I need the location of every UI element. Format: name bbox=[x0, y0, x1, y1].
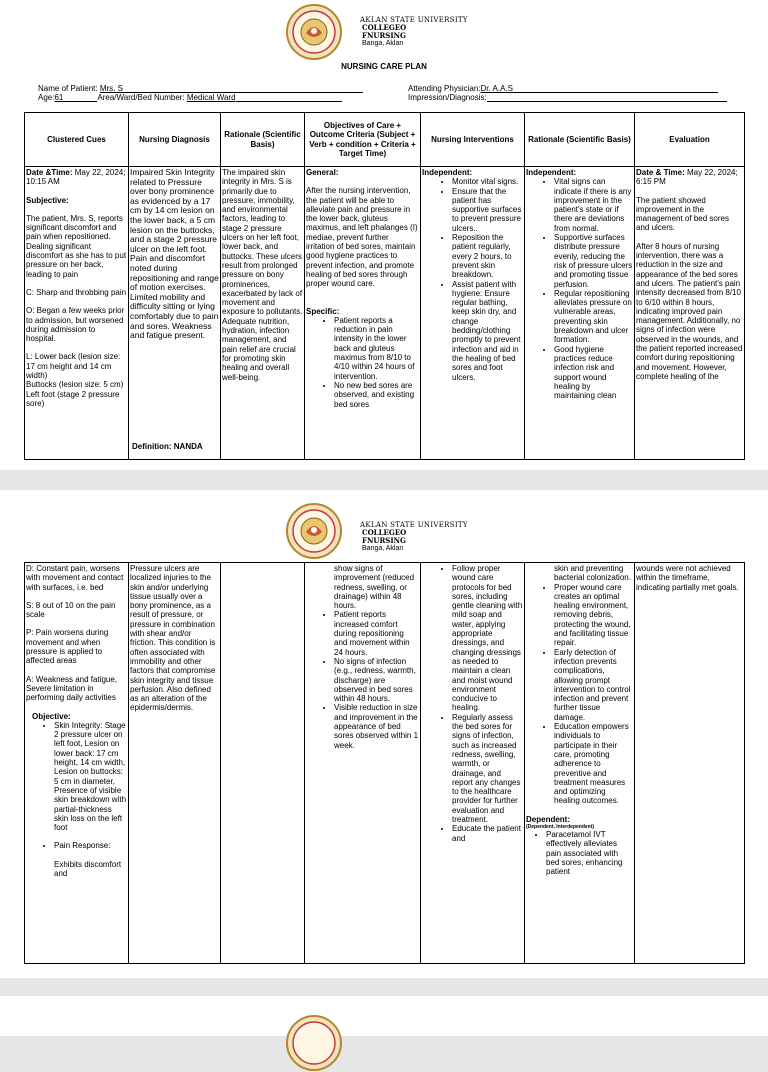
cue-s: S: 8 out of 10 on the pain scale bbox=[26, 600, 116, 620]
physician-label: Attending Physician: bbox=[408, 84, 481, 93]
table-row bbox=[25, 563, 745, 964]
rationale-continuation: skin and preventing bacterial colonization. bbox=[554, 564, 631, 583]
independent-label: Independent: bbox=[422, 168, 473, 177]
cue-d: D: Constant pain, worsens with movement and contact with surfaces, i.e. bed bbox=[26, 564, 124, 592]
evaluation-continuation: wounds were not achieved within the timeframe, indicating partially met goals. bbox=[636, 564, 739, 592]
interventions-list bbox=[422, 177, 523, 382]
objectives-cell bbox=[306, 564, 419, 962]
college-line-2: FNURSING bbox=[362, 536, 406, 545]
dependent-label: Dependent: bbox=[526, 814, 570, 824]
objective-label: Objective: bbox=[32, 711, 71, 721]
column-header-diagnosis: Nursing Diagnosis bbox=[129, 113, 221, 167]
evaluation-detail: After 8 hours of nursing intervention, there was a reduction in the size and appearance of the bed sores and ulcers. The patient's pain intensity decreased from 8/10 to 6/10 within 8 hours, indicating improved pain management. Additionally, no signs of infection were observed in the wounds, and the patient reported increased comfort during repositioning and movement. However, complete healing of the bbox=[636, 241, 743, 381]
document-page-3 bbox=[0, 996, 768, 1036]
age-value: 61 bbox=[54, 93, 64, 102]
objective-list bbox=[26, 721, 127, 833]
list-item: • Ensure that the patient has supportive surfaces to prevent pressure ulcers.. bbox=[452, 187, 523, 233]
document-page-1 bbox=[0, 0, 768, 470]
column-header-interventions: Nursing Interventions bbox=[421, 113, 525, 167]
list-item: • Skin Integrity: Stage 2 pressure ulcer on left foot, Lesion on lower back: 17 cm height, 14 cm width, Lesion on buttocks: 5 cm in diameter, Presence of visible skin breakdown with partial-thickness skin loss on the left foot bbox=[54, 721, 127, 833]
university-seal-icon bbox=[273, 1014, 355, 1072]
dependent-sublabel: (Dependent, Interdependent) bbox=[526, 824, 595, 831]
cue-a: A: Weakness and fatigue, Severe limitation in performing daily activities bbox=[26, 674, 118, 703]
list-item: • Vital signs can indicate if there is any improvement in the patient's state or if there are deviations from normal. bbox=[554, 177, 633, 233]
age-label: Age: bbox=[38, 93, 55, 102]
cues-cell bbox=[26, 564, 127, 962]
university-name: AKLAN STATE UNIVERSITY bbox=[360, 521, 468, 529]
table-row bbox=[25, 167, 745, 460]
list-item: • Reposition the patient regularly, every 2 hours, to prevent skin breakdown. bbox=[452, 233, 523, 279]
list-item: • No signs of infection (e.g., redness, warmth, discharge) are observed in bed sores within 48 hours. bbox=[334, 657, 419, 703]
list-item: • Education empowers individuals to participate in their care, promoting adherence to preventive and treatment measures and optimizing healing outcomes. bbox=[554, 722, 633, 806]
cue-l: L: Lower back (lesion size: 17 cm height and 14 cm width) bbox=[26, 352, 121, 381]
cues-date-value: May 22, 2024; 10:15 AM bbox=[26, 168, 126, 187]
list-item: • Supportive surfaces distribute pressure evenly, reducing the risk of pressure ulcers and promoting tissue perfusion. bbox=[554, 233, 633, 289]
pain-response-text: Exhibits discomfort and bbox=[54, 859, 122, 879]
list-item: • Pain Response: bbox=[54, 841, 127, 850]
specific-list bbox=[306, 316, 419, 409]
table-header-row bbox=[25, 113, 745, 167]
rationale-list bbox=[526, 177, 633, 400]
university-name: AKLAN STATE UNIVERSITY bbox=[360, 16, 468, 24]
specific-label: Specific: bbox=[306, 306, 340, 316]
rationale-text: The impaired skin integrity in Mrs. S is primarily due to pressure, immobility, and environmental factors, leading to stage 2 pressure ulcers on her left foot, lower back, and buttocks. These ulcers result from prolonged pressure on bony prominences, exacerbated by lack of movement and exposure to pollutants. Adequate nutrition, hydration, infection management, and pain relief are crucial for promoting skin healing and overall well-being. bbox=[222, 168, 303, 382]
college-line-1: COLLEGEO bbox=[362, 23, 407, 32]
cue-left-foot: Left foot (stage 2 pressure sore) bbox=[26, 389, 120, 408]
school-location: Banga, Aklan bbox=[362, 40, 404, 47]
school-name-block bbox=[360, 16, 560, 48]
evaluation-date-value: May 22, 2024; 6:15 PM bbox=[636, 168, 738, 187]
diagnosis-cell bbox=[130, 168, 219, 458]
page-header bbox=[0, 0, 768, 46]
physician-block bbox=[408, 84, 718, 93]
cue-buttocks: Buttocks (lesion size: 5 cm) bbox=[26, 380, 124, 390]
list-item: • Early detection of infection prevents complications, allowing prompt intervention to control infection and prevent further tissue damage. bbox=[554, 648, 633, 722]
list-item: • Monitor vital signs. bbox=[452, 177, 523, 186]
diagnosis-cell bbox=[130, 564, 219, 962]
rationale-list bbox=[526, 583, 633, 806]
interventions-list bbox=[422, 564, 523, 843]
list-item: • No new bed sores are observed, and existing bed sores bbox=[334, 381, 419, 409]
college-line-1: COLLEGEO bbox=[362, 528, 407, 537]
pain-response-list bbox=[26, 841, 127, 850]
patient-age-row bbox=[38, 93, 487, 102]
impression-block bbox=[408, 93, 727, 102]
area-label: Area/Ward/Bed Number: bbox=[97, 93, 185, 102]
evaluation-date-label: Date & Time: bbox=[636, 168, 685, 177]
list-item: • Regularly assess the bed sores for signs of infection, such as increased redness, swelling, warmth, or drainage, and report any changes to the healthcare provider for further evaluation and treatment. bbox=[452, 713, 523, 825]
list-item: • Educate the patient and bbox=[452, 824, 523, 843]
patient-name-value: Mrs. S bbox=[99, 84, 123, 93]
university-seal-icon bbox=[273, 3, 355, 61]
column-header-cues: Clustered Cues bbox=[25, 113, 129, 167]
patient-name-label: Name of Patient: bbox=[38, 84, 98, 93]
cues-cell bbox=[26, 168, 127, 458]
column-header-evaluation: Evaluation bbox=[635, 113, 745, 167]
list-item: • Patient reports increased comfort during repositioning and movement within 24 hours. bbox=[334, 610, 419, 656]
rationale-cell bbox=[222, 564, 303, 962]
care-plan-table-page-2 bbox=[24, 562, 745, 964]
general-objective: After the nursing intervention, the patient will be able to alleviate pain and pressure in the lower back, gluteus maximus, and left phalanges (I) mediae, prevent further irritation of bed sores, maintain good hygiene practices to prevent infection, and promote healing of bed sores through proper wound care. bbox=[306, 186, 418, 289]
page-title: NURSING CARE PLAN bbox=[341, 62, 427, 71]
list-item: • Regular repositioning alleviates pressure on vulnerable areas, preventing skin breakdown and ulcer formation. bbox=[554, 289, 633, 345]
rationale-cell bbox=[222, 168, 303, 458]
objectives-cell bbox=[306, 168, 419, 458]
subjective-label: Subjective: bbox=[26, 195, 69, 205]
list-item: • Proper wound care creates an optimal healing environment, removing debris, protecting the wound, and facilitating tissue repair. bbox=[554, 583, 633, 648]
definition-label: Definition: NANDA bbox=[132, 442, 203, 451]
patient-name-row bbox=[38, 84, 513, 93]
specific-list bbox=[306, 610, 419, 749]
list-item: • Assist patient with hygiene: Ensure regular bathing, keep skin dry, and change bedding/clothing promptly to prevent infection and aid in the healing of bed sores and foot ulcers. bbox=[452, 280, 523, 382]
list-item: • Good hygiene practices reduce infection risk and support wound healing by maintaining clean bbox=[554, 345, 633, 401]
cue-o: O: Began a few weeks prior to admission, but worsened during admission to hospital. bbox=[26, 306, 125, 344]
list-item: • Patient reports a reduction in pain intensity in the lower back and gluteus maximus from 8/10 to 4/10 within 24 hours of intervention. bbox=[334, 316, 419, 381]
area-value: Medical Ward bbox=[186, 93, 236, 102]
university-seal-icon bbox=[273, 502, 355, 560]
dependent-list bbox=[526, 830, 633, 876]
evaluation-cell bbox=[636, 564, 743, 962]
interventions-cell bbox=[422, 564, 523, 962]
diagnosis-definition-text: Pressure ulcers are localized injuries to the skin and/or underlying tissue usually over a bony prominence, as a result of pressure, or pressure in combination with shear and/or friction. This condition is often associated with immobility and other factors that compromise skin integrity and tissue perfusion. Also defined as an alteration of the epidermis/dermis. bbox=[130, 564, 216, 713]
list-item: • Paracetamol IVT effectively alleviates pain associated with bed sores, enhancing patient bbox=[546, 830, 633, 876]
page-header bbox=[0, 508, 768, 554]
list-item: • Visible reduction in size and improvement in the appearance of bed sores observed within 1 week. bbox=[334, 703, 419, 749]
rationale-2-cell bbox=[526, 564, 633, 962]
rationale-2-cell bbox=[526, 168, 633, 458]
list-item: • Follow proper wound care protocols for bed sores, including gentle cleaning with mild soap and water, applying appropriate dressings, and changing dressings as needed to maintain a clean and moist wound environment conducive to healing. bbox=[452, 564, 523, 713]
impression-label: Impression/Diagnosis: bbox=[408, 93, 487, 102]
diagnosis-text: Impaired Skin Integrity related to Pressure over bony prominence as evidenced by a 17 cm by 14 cm lesion on the lower back, a 5 cm lesion on the buttocks, and a stage 2 pressure ulcer on the left foot. Pain and discomfort noted during repositioning and range of motion exercises. Limited mobility and difficulty sitting or lying comfortably due to pain and sores. Weakness and fatigue present. bbox=[130, 168, 219, 341]
column-header-rationale-2: Rationale (Scientific Basis) bbox=[525, 113, 635, 167]
school-location: Banga, Aklan bbox=[362, 545, 404, 552]
college-line-2: FNURSING bbox=[362, 31, 406, 40]
cue-c: C: Sharp and throbbing pain bbox=[26, 287, 127, 297]
document-page-2 bbox=[0, 490, 768, 978]
cue-p: P: Pain worsens during movement and when pressure is applied to affected areas bbox=[26, 628, 109, 666]
interventions-cell bbox=[422, 168, 523, 458]
school-name-block bbox=[360, 521, 560, 553]
column-header-objectives: Objectives of Care + Outcome Criteria (Subject + Verb + condition + Criteria + Target Time) bbox=[305, 113, 421, 167]
evaluation-summary: The patient showed improvement in the management of bed sores and ulcers. bbox=[636, 195, 729, 233]
care-plan-table-page-1 bbox=[24, 112, 745, 460]
physician-value: Dr. A.A.S bbox=[480, 84, 513, 93]
subjective-text: The patient, Mrs. S, reports significant discomfort and pain when repositioned. Dealing significant discomfort as she has to put pressure on her back, leading to pain bbox=[26, 213, 127, 279]
cues-date-label: Date &Time: bbox=[26, 168, 73, 177]
evaluation-cell bbox=[636, 168, 743, 458]
column-header-rationale: Rationale (Scientific Basis) bbox=[221, 113, 305, 167]
general-label: General: bbox=[306, 168, 339, 177]
rationale-independent-label: Independent: bbox=[526, 168, 577, 177]
objective-continuation: show signs of improvement (reduced redness, swelling, or drainage) within 48 hours. bbox=[334, 564, 415, 611]
